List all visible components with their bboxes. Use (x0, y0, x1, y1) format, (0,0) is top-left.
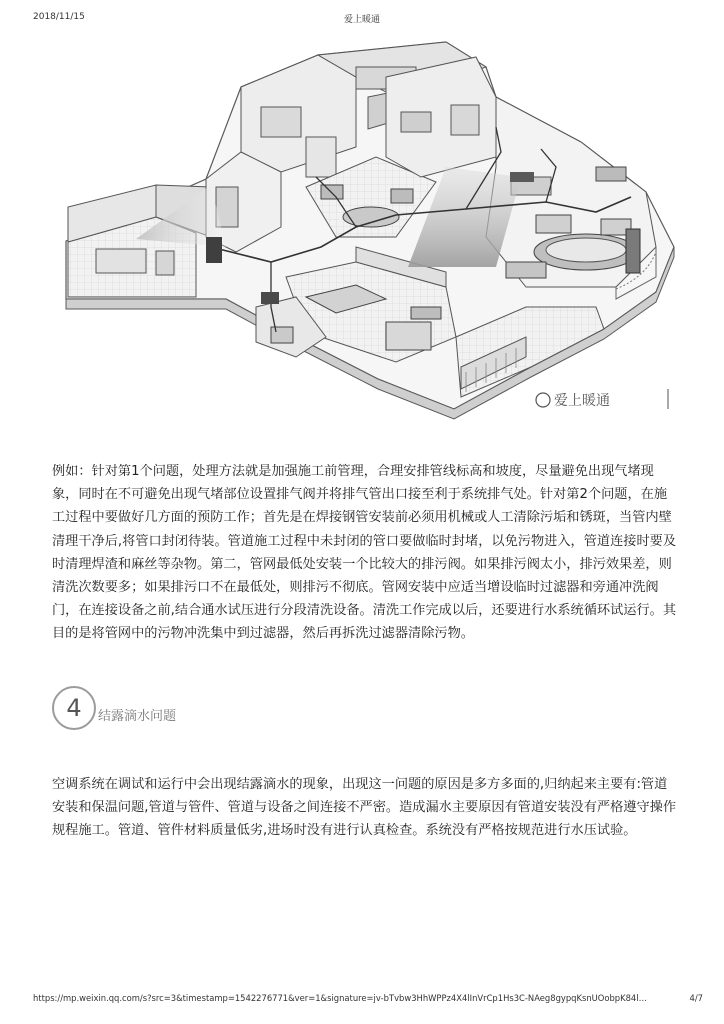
floor-plan-svg (56, 37, 684, 432)
source-url: https://mp.weixin.qq.com/s?src=3&timestamp=1542276771&ver=1&signature=jv-bTvbw3HhWPPz4X4lInVrCp1Hs3C-NAeg8gypqKsnUOobpK84l… (33, 993, 647, 1003)
section-title: 结露滴水问题 (98, 709, 177, 724)
page-number: 4/7 (689, 993, 703, 1003)
print-date: 2018/11/15 (33, 12, 85, 22)
print-header (0, 12, 724, 26)
body-paragraph-1: 例如：针对第1个问题，处理方法就是加强施工前管理，合理安排管线标高和坡度，尽量避免出现气堵现象，同时在不可避免出现气堵部位设置排气阀并将排气管出口接至利于系统排气处。针对第2个问题，在施工过程中要做好几方面的预防工作；首先是在焊接钢管安装前必须用机械或人工清除污垢和锈斑，当管内壁清理干净后,将管口封闭待装。管道施工过程中未封闭的管口要做临时封堵，以免污物进入，管道连接时要及时清理焊渣和麻丝等杂物。第二，管网最低处安装一个比较大的排污阀。如果排污阀太小，排污效果差，则清洗次数要多；如果排污口不在最低处，则排污不彻底。管网安装中应适当增设临时过滤器和旁通冲洗阀门，在连接设备之前,结合通水试压进行分段清洗设备。清洗工作完成以后，还要进行水系统循环试运行。其目的是将管网中的污物冲洗集中到过滤器，然后再拆洗过滤器清除污物。 (52, 464, 677, 642)
floor-plan-illustration (56, 37, 684, 432)
print-title: 爱上暖通 (343, 15, 380, 25)
watermark-logo (536, 389, 668, 409)
body-paragraph-2: 空调系统在调试和运行中会出现结露滴水的现象，出现这一问题的原因是多方多面的,归纳起来主要有:管道安装和保温问题,管道与管件、管道与设备之间连接不严密。造成漏水主要原因有管道安装没有严格遵守操作规程施工。管道、管件材料质量低劣,进场时没有进行认真检查。系统没有严格按规范进行水压试验。 (52, 777, 677, 839)
watermark-text: 爱上暖通 (554, 393, 610, 409)
section-number-badge: 4 (52, 686, 96, 730)
